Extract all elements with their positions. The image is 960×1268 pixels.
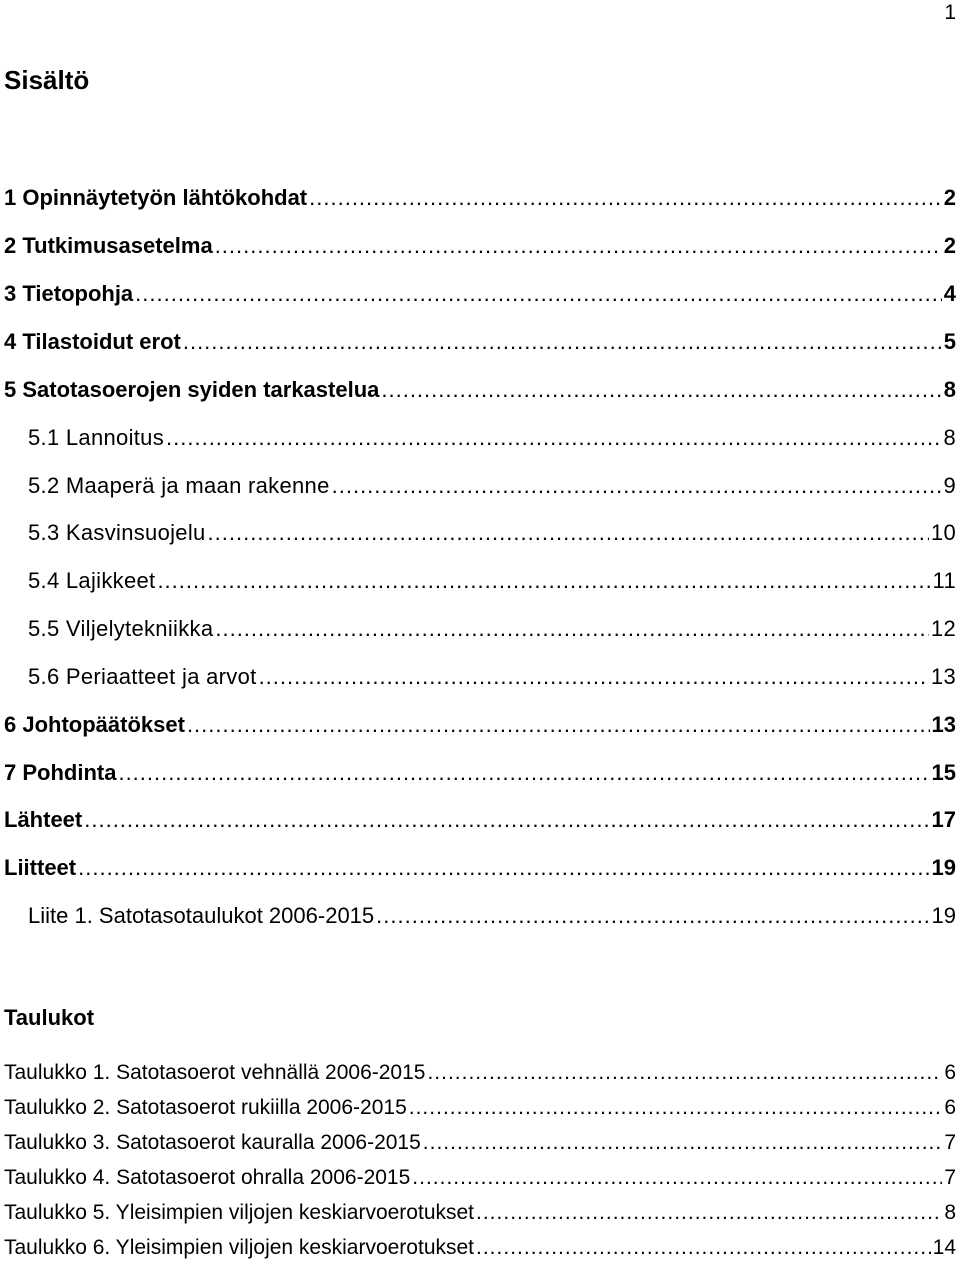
toc-entry[interactable] bbox=[4, 327, 956, 357]
toc-entry-label: 5.1 Lannoitus bbox=[28, 425, 165, 450]
toc-entry-label: 3 Tietopohja bbox=[4, 281, 134, 306]
toc-entry-label: Liitteet bbox=[4, 855, 77, 880]
toc-entry-page: 17 bbox=[931, 807, 956, 832]
page-number: 1 bbox=[944, 1, 956, 24]
toc-entry-page: 10 bbox=[930, 520, 956, 545]
table-entry-page: 6 bbox=[944, 1061, 956, 1084]
toc-entry-label: 6 Johtopäätökset bbox=[4, 712, 185, 737]
toc-entry-page: 2 bbox=[943, 233, 956, 258]
toc-entry[interactable] bbox=[4, 231, 956, 261]
toc-title: Sisältö bbox=[4, 65, 90, 95]
leader-dots bbox=[412, 1163, 942, 1193]
table-entry-page: 7 bbox=[944, 1131, 956, 1154]
toc-entry[interactable] bbox=[28, 423, 956, 453]
toc-entry-page: 13 bbox=[930, 664, 956, 689]
toc-entry-label: 4 Tilastoidut erot bbox=[4, 329, 181, 354]
toc-entry-page: 11 bbox=[932, 568, 956, 593]
leader-dots bbox=[376, 901, 929, 931]
toc-entry-page: 15 bbox=[931, 760, 956, 785]
leader-dots bbox=[309, 183, 942, 213]
table-entry-label: Taulukko 4. Satotasoerot ohralla 2006-2015 bbox=[4, 1166, 411, 1189]
toc-entry[interactable] bbox=[4, 758, 956, 788]
toc-entry-label: 7 Pohdinta bbox=[4, 760, 117, 785]
table-entry[interactable] bbox=[4, 1163, 956, 1193]
toc-entry-label: Liite 1. Satotasotaulukot 2006-2015 bbox=[28, 903, 375, 928]
toc-entry-label: 5.4 Lajikkeet bbox=[28, 568, 156, 593]
toc-entry-label: 5.5 Viljelytekniikka bbox=[28, 616, 214, 641]
toc-entry[interactable] bbox=[4, 183, 956, 213]
leader-dots bbox=[118, 758, 929, 788]
table-entry-label: Taulukko 3. Satotasoerot kauralla 2006-2015 bbox=[4, 1131, 421, 1154]
toc-entry[interactable] bbox=[28, 901, 956, 931]
leader-dots bbox=[84, 805, 929, 835]
toc-entry-page: 4 bbox=[943, 281, 956, 306]
leader-dots bbox=[183, 327, 942, 357]
table-entry-page: 6 bbox=[944, 1096, 956, 1119]
toc-entry[interactable] bbox=[28, 471, 956, 501]
table-entry-page: 7 bbox=[944, 1166, 956, 1189]
leader-dots bbox=[259, 662, 929, 692]
table-entry-page: 8 bbox=[944, 1201, 956, 1224]
toc-entry-page: 2 bbox=[943, 185, 956, 210]
leader-dots bbox=[381, 375, 941, 405]
toc-entry[interactable] bbox=[4, 710, 956, 740]
table-entry[interactable] bbox=[4, 1198, 956, 1228]
toc-entry-page: 8 bbox=[943, 425, 956, 450]
leader-dots bbox=[135, 279, 942, 309]
table-entry[interactable] bbox=[4, 1093, 956, 1123]
table-entry-label: Taulukko 6. Yleisimpien viljojen keskiarvoerotukset bbox=[4, 1236, 475, 1259]
toc-entry-label: 5.3 Kasvinsuojelu bbox=[28, 520, 206, 545]
table-entry-label: Taulukko 1. Satotasoerot vehnällä 2006-2015 bbox=[4, 1061, 426, 1084]
leader-dots bbox=[332, 471, 942, 501]
leader-dots bbox=[215, 614, 929, 644]
leader-dots bbox=[427, 1058, 942, 1088]
leader-dots bbox=[187, 710, 930, 740]
toc-entry-page: 5 bbox=[943, 329, 956, 354]
toc-entry[interactable] bbox=[4, 805, 956, 835]
leader-dots bbox=[476, 1233, 931, 1263]
toc-entry-page: 19 bbox=[931, 903, 956, 928]
leader-dots bbox=[78, 853, 929, 883]
toc-entry-label: 5.2 Maaperä ja maan rakenne bbox=[28, 473, 330, 498]
toc-entry-label: 2 Tutkimusasetelma bbox=[4, 233, 213, 258]
toc-entry[interactable] bbox=[28, 662, 956, 692]
leader-dots bbox=[215, 231, 942, 261]
table-entry[interactable] bbox=[4, 1058, 956, 1088]
toc-entry-label: 5 Satotasoerojen syiden tarkastelua bbox=[4, 377, 380, 402]
leader-dots bbox=[423, 1128, 943, 1158]
toc-entry-page: 9 bbox=[943, 473, 956, 498]
toc-entry[interactable] bbox=[28, 518, 956, 548]
leader-dots bbox=[476, 1198, 942, 1228]
toc-entry-page: 19 bbox=[931, 855, 956, 880]
toc-entry-label: 1 Opinnäytetyön lähtökohdat bbox=[4, 185, 308, 210]
table-entry[interactable] bbox=[4, 1128, 956, 1158]
toc-entry[interactable] bbox=[28, 614, 956, 644]
leader-dots bbox=[166, 423, 941, 453]
toc-entry-page: 13 bbox=[931, 712, 956, 737]
toc-entry[interactable] bbox=[4, 853, 956, 883]
leader-dots bbox=[208, 518, 929, 548]
table-entry[interactable] bbox=[4, 1233, 956, 1263]
table-entry-label: Taulukko 2. Satotasoerot rukiilla 2006-2015 bbox=[4, 1096, 407, 1119]
toc-entry[interactable] bbox=[4, 279, 956, 309]
tables-title: Taulukot bbox=[4, 1005, 95, 1030]
toc-entry-label: 5.6 Periaatteet ja arvot bbox=[28, 664, 257, 689]
leader-dots bbox=[157, 566, 930, 596]
toc-entry-page: 12 bbox=[930, 616, 956, 641]
table-entry-label: Taulukko 5. Yleisimpien viljojen keskiarvoerotukset bbox=[4, 1201, 475, 1224]
toc-entry-label: Lähteet bbox=[4, 807, 83, 832]
leader-dots bbox=[409, 1093, 943, 1123]
toc-entry-page: 8 bbox=[943, 377, 956, 402]
table-entry-page: 14 bbox=[932, 1236, 956, 1259]
toc-entry[interactable] bbox=[28, 566, 956, 596]
toc-entry[interactable] bbox=[4, 375, 956, 405]
